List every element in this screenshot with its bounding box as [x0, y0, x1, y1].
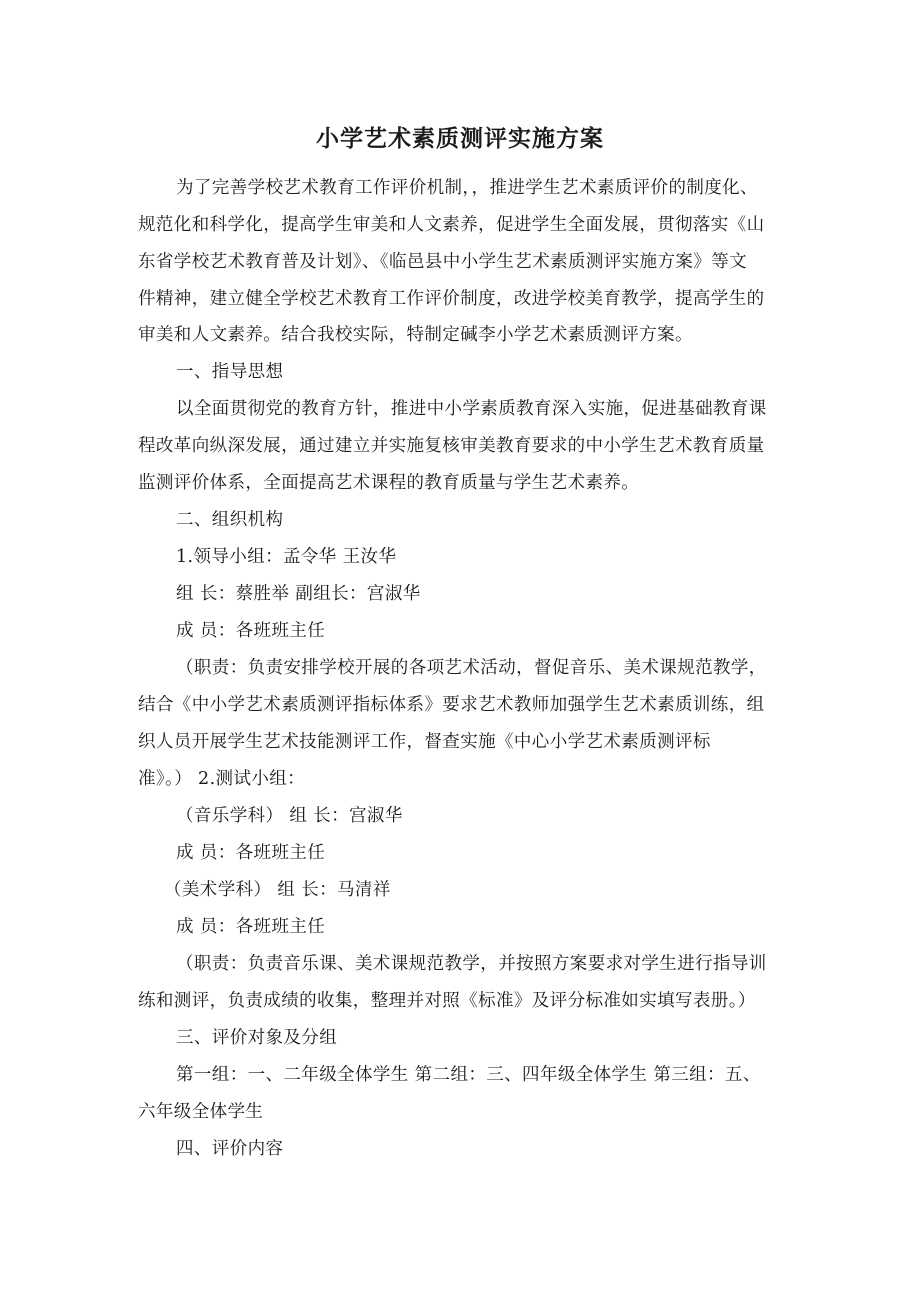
paragraph-line: 结合《中小学艺术素质测评指标体系》要求艺术教师加强学生艺术素质训练，组 [138, 695, 765, 715]
paragraph-line: （美术学科） 组 长：马清祥 [164, 880, 391, 900]
paragraph-line: （职责：负责安排学校开展的各项艺术活动，督促音乐、美术课规范教学， [176, 658, 767, 678]
section-heading: 三、评价对象及分组 [176, 1028, 338, 1048]
paragraph-line: 第一组：一、二年级全体学生 第二组：三、四年级全体学生 第三组：五、 [176, 1065, 761, 1085]
paragraph-line: 监测评价体系，全面提高艺术课程的教育质量与学生艺术素养。 [138, 473, 640, 493]
paragraph-line: 练和测评，负责成绩的收集，整理并对照《标准》及评分标准如实填写表册。） [138, 991, 756, 1011]
paragraph-line: 东省学校艺术教育普及计划》、《临邑县中小学生艺术素质测评实施方案》等文 [138, 252, 747, 272]
paragraph-line: 为了完善学校艺术教育工作评价机制，，推进学生艺术素质评价的制度化、 [176, 178, 758, 198]
paragraph-line: 成 员：各班班主任 [176, 917, 326, 937]
paragraph-line: 件精神，建立健全学校艺术教育工作评价制度，改进学校美育教学，提高学生的 [138, 289, 765, 309]
section-heading: 一、指导思想 [176, 362, 284, 382]
paragraph-line: 组 长：蔡胜举 副组长：宫淑华 [176, 584, 421, 604]
paragraph-line: 审美和人文素养。结合我校实际，特制定碱李小学艺术素质测评方案。 [138, 325, 693, 345]
paragraph-line: （职责：负责音乐课、美术课规范教学，并按照方案要求对学生进行指导训 [176, 954, 767, 974]
paragraph-line: 准》。） 2.测试小组： [138, 769, 306, 789]
paragraph-line: 1.领导小组：孟令华 王汝华 [176, 547, 397, 567]
paragraph-line: 六年级全体学生 [138, 1102, 264, 1122]
paragraph-line: （音乐学科） 组 长：宫淑华 [176, 806, 403, 826]
document-title: 小学艺术素质测评实施方案 [316, 125, 604, 152]
paragraph-line: 成 员：各班班主任 [176, 621, 326, 641]
section-heading: 二、组织机构 [176, 510, 284, 530]
paragraph-line: 织人员开展学生艺术技能测评工作，督查实施《中心小学艺术素质测评标 [138, 732, 711, 752]
paragraph-line: 规范化和科学化，提高学生审美和人文素养，促进学生全面发展，贯彻落实《山 [138, 215, 765, 235]
paragraph-line: 程改革向纵深发展，通过建立并实施复核审美教育要求的中小学生艺术教育质量 [138, 436, 765, 456]
paragraph-line: 成 员：各班班主任 [176, 843, 326, 863]
paragraph-line: 以全面贯彻党的教育方针，推进中小学素质教育深入实施，促进基础教育课 [176, 399, 767, 419]
section-heading: 四、评价内容 [176, 1139, 284, 1159]
